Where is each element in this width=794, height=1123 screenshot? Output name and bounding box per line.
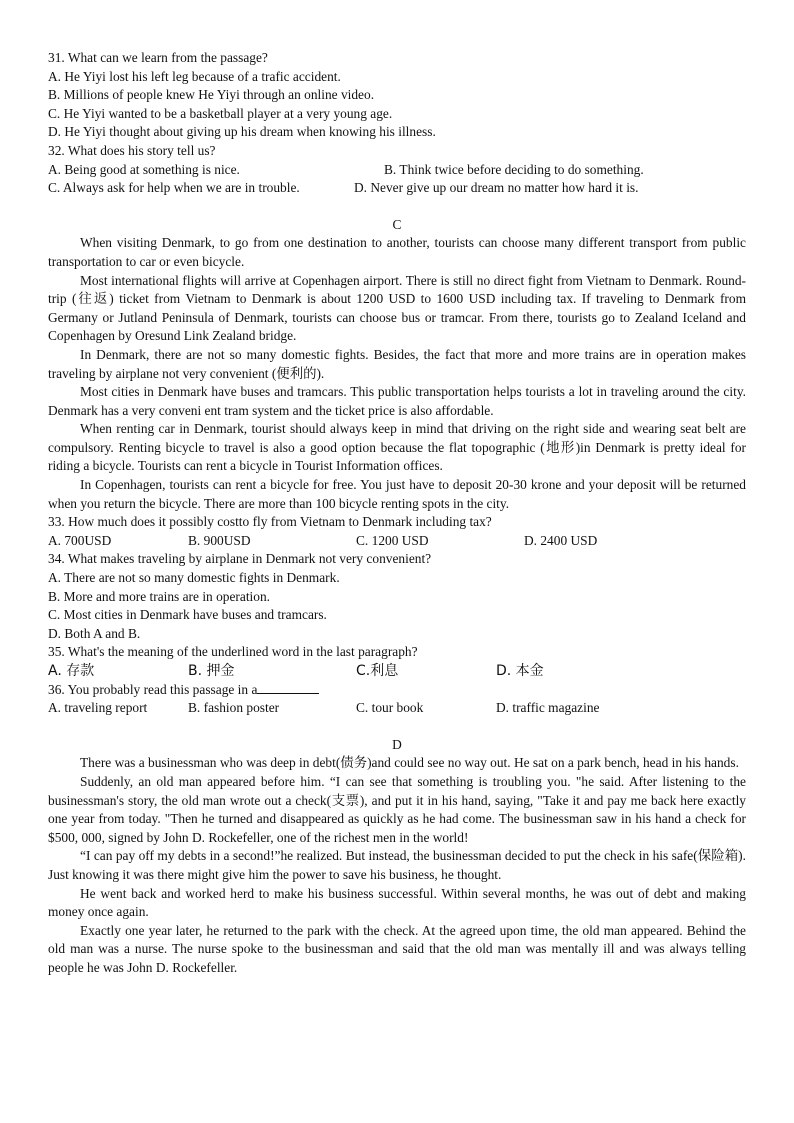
paragraph: Exactly one year later, he returned to the park with the check. At the agreed upon time, the old man appeared. Behind the old man was a nurse. The nurse spoke to the businessman and said that the old man was mentally ill and was always telling people he was John D. Rockefeller.: [48, 922, 746, 975]
option-c: C. Always ask for help when we are in trouble.: [48, 180, 300, 196]
paragraph: He went back and worked herd to make his business successful. Within several months, he was out of debt and making money once again.: [48, 885, 746, 920]
option-d: D. He Yiyi thought about giving up his dream when knowing his illness.: [48, 124, 436, 140]
option-row: [48, 532, 746, 551]
document-page: [48, 49, 746, 978]
option-b: B. Think twice before deciding to do something.: [384, 161, 644, 177]
paragraph: Suddenly, an old man appeared before him. “I can see that something is troubling you. "he said. After listening to the businessman's story, the old man wrote out a check(支票), and put it in his hand, saying, "Take it and pay me back here exactly one year from today. "Then he turned and disappeared as quickly as he had come. The businessman saw in his hand a check for $500, 000, signed by John D. Rockefeller, one of the richest men in the world!: [48, 773, 746, 845]
option-c: C. tour book: [356, 700, 424, 716]
option-c: C.利息: [356, 663, 399, 679]
question-stem: 34. What makes traveling by airplane in Denmark not very convenient?: [48, 551, 432, 567]
question-stem: 31. What can we learn from the passage?: [48, 50, 268, 65]
option-a: A. He Yiyi lost his left leg because of a trafic accident.: [48, 68, 341, 84]
option-a: A. Being good at something is nice.: [48, 161, 240, 177]
question-32: [48, 142, 746, 198]
section-heading-d: D: [392, 736, 402, 752]
option-a: A. traveling report: [48, 700, 148, 716]
option-row: [48, 179, 746, 198]
option-d: D. 2400 USD: [524, 532, 598, 548]
paragraph: In Copenhagen, tourists can rent a bicycle for free. You just have to deposit 20-30 krone and your deposit will be returned when you return the bicycle. There are more than 100 bicycle renting spots in the city.: [48, 477, 746, 511]
option-b: B. Millions of people knew He Yiyi through an online video.: [48, 87, 375, 103]
option-d: D. traffic magazine: [496, 700, 600, 716]
option-b: B. 900USD: [188, 532, 251, 548]
option-d: D. Never give up our dream no matter how hard it is.: [354, 180, 639, 196]
option-b: B. More and more trains are in operation.: [48, 588, 270, 604]
paragraph: When renting car in Denmark, tourist should always keep in mind that driving on the right side and wearing seat belt are compulsory. Renting bicycle to travel is also a good option because the flat topographic (地形)in Denmark is pretty ideal for riding a bicycle. Tourists can rent a bicycle in Tourist Information offices.: [48, 421, 746, 474]
option-b: B. fashion poster: [188, 700, 280, 716]
option-row: [48, 699, 746, 718]
paragraph: When visiting Denmark, to go from one destination to another, tourists can choose many different transport from public transportation to car or even bicycle.: [48, 235, 746, 269]
option-c: C. Most cities in Denmark have buses and tramcars.: [48, 607, 327, 623]
question-stem: 32. What does his story tell us?: [48, 142, 216, 158]
passage-c: [48, 234, 746, 513]
option-row: [48, 161, 746, 180]
paragraph: “I can pay off my debts in a second!”he realized. But instead, the businessman decided to put the check in his safe(保险箱). Just knowing it was there might give him the power to save his business, he thought.: [48, 848, 746, 882]
answer-blank: [257, 681, 319, 694]
option-d: D. 本金: [496, 663, 544, 679]
paragraph: In Denmark, there are not so many domestic fights. Besides, the fact that more and more trains are in operation makes traveling by airplane not very convenient (便利的).: [48, 346, 746, 381]
option-row: [48, 662, 746, 681]
question-36: [48, 681, 746, 718]
question-stem: 35. What's the meaning of the underlined word in the last paragraph?: [48, 644, 418, 660]
question-34: [48, 550, 746, 643]
option-a: A. 存款: [48, 663, 95, 679]
option-d: D. Both A and B.: [48, 625, 141, 641]
paragraph: Most international flights will arrive at Copenhagen airport. There is still no direct fight from Vietnam to Denmark. Round-trip (往返) ticket from Vietnam to Denmark is about 1200 USD to 1600 USD including tax. If traveling to Denmark from Germany or Jutland Peninsula of Denmark, tourists can choose bus or tramcar. From there, tourists go to Zealand Iceland and Copenhagen by Oresund Link Zealand bridge.: [48, 272, 746, 344]
question-35: [48, 643, 746, 680]
section-heading-c: C: [392, 216, 402, 232]
question-33: [48, 513, 746, 550]
passage-d: [48, 754, 746, 977]
option-a: A. There are not so many domestic fights in Denmark.: [48, 570, 340, 586]
question-stem: 33. How much does it possibly costto fly from Vietnam to Denmark including tax?: [48, 514, 492, 530]
paragraph: Most cities in Denmark have buses and tramcars. This public transportation helps tourists a lot in traveling around the city. Denmark has a very conveni ent tram system and the ticket price is also affordable.: [48, 384, 746, 418]
question-stem: 36. You probably read this passage in a: [48, 681, 258, 697]
question-stem-wrap: [48, 681, 746, 700]
paragraph: There was a businessman who was deep in debt(债务)and could see no way out. He sat on a park bench, head in his hands.: [80, 755, 739, 771]
option-a: A. 700USD: [48, 532, 112, 548]
option-c: C. He Yiyi wanted to be a basketball player at a very young age.: [48, 105, 393, 121]
option-c: C. 1200 USD: [356, 532, 429, 548]
option-b: B. 押金: [188, 663, 235, 679]
question-31: [48, 49, 746, 142]
